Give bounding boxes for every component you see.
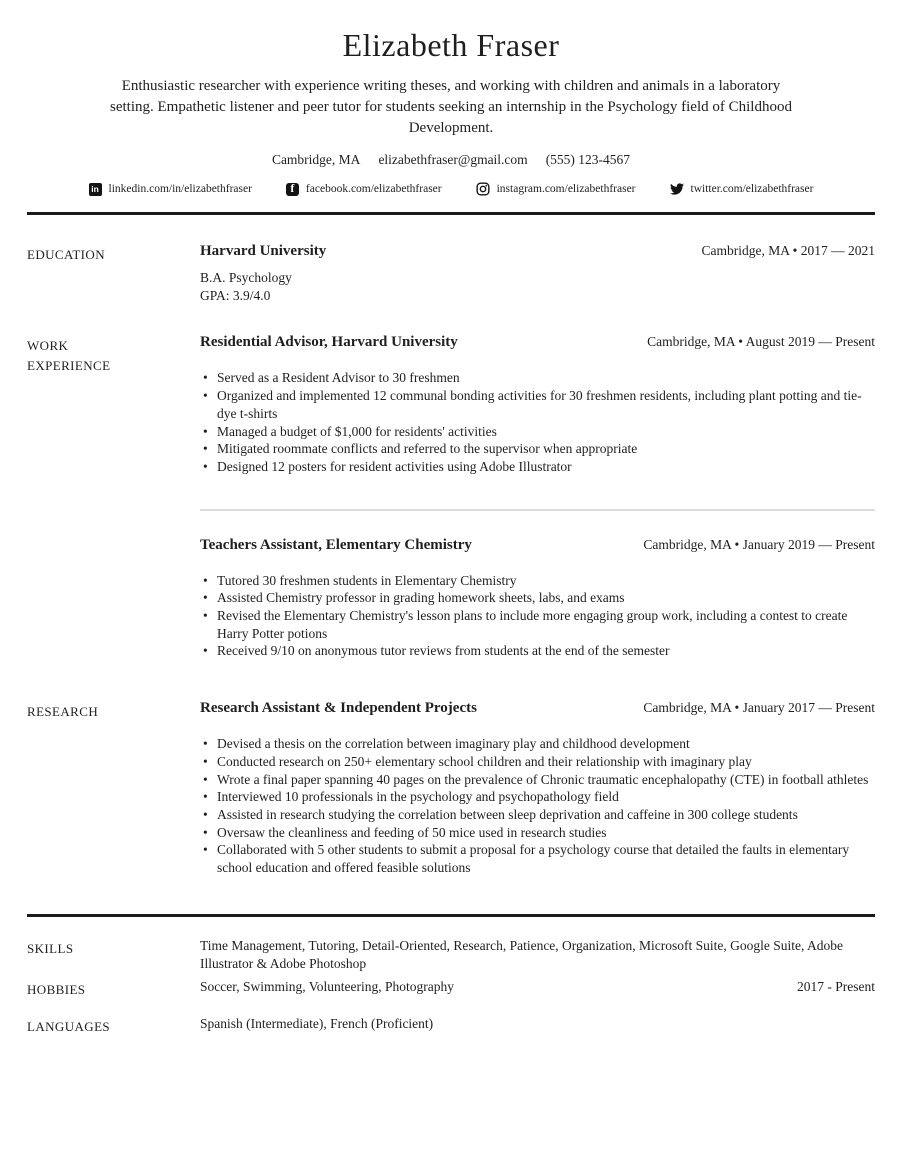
job1-title: Residential Advisor, Harvard University — [200, 334, 458, 351]
job2-title: Teachers Assistant, Elementary Chemistry — [200, 536, 472, 553]
bullet-item: • Assisted Chemistry professor in grading homework sheets, labs, and exams — [200, 589, 875, 607]
facebook-link[interactable] — [286, 183, 442, 196]
hobbies-label: HOBBIES — [27, 981, 86, 997]
education-label: EDUCATION — [27, 247, 105, 263]
job-entry-teachers-assistant — [200, 537, 875, 661]
section-education — [27, 243, 875, 305]
contact-phone: (555) 123-4567 — [545, 152, 631, 168]
contact-email[interactable]: elizabethfraser@gmail.com — [378, 152, 528, 168]
twitter-url: twitter.com/elizabethfraser — [690, 183, 814, 196]
languages-text: Spanish (Intermediate), French (Proficient) — [200, 1015, 434, 1031]
header-divider — [27, 212, 875, 215]
section-skills — [27, 937, 875, 973]
twitter-link[interactable] — [670, 182, 814, 196]
bullet-item: • Conducted research on 250+ elementary school children and their relationship with imaginary play — [200, 753, 875, 771]
bullet-item: • Wrote a final paper spanning 40 pages on the prevalence of Chronic traumatic encephalopathy (CTE) in football athletes — [200, 771, 875, 789]
work-experience-content — [200, 334, 875, 660]
job1-date: Cambridge, MA • August 2019 — Present — [647, 334, 875, 350]
instagram-url: instagram.com/elizabethfraser — [496, 183, 636, 196]
bullet-item: • Devised a thesis on the correlation between imaginary play and childhood development — [200, 735, 875, 753]
job1-bullet-list — [200, 369, 875, 475]
linkedin-link[interactable] — [89, 183, 252, 196]
job2-date: Cambridge, MA • January 2019 — Present — [643, 536, 875, 552]
linkedin-icon: in — [89, 183, 102, 196]
bullet-item: • Oversaw the cleanliness and feeding of 50 mice used in research studies — [200, 824, 875, 842]
education-date: Cambridge, MA • 2017 — 2021 — [701, 243, 875, 259]
school-name: Harvard University — [200, 243, 327, 260]
bullet-item: • Revised the Elementary Chemistry's lesson plans to include more engaging group work, including a contest to create Harry Potter potions — [200, 607, 875, 642]
research-bullet-list — [200, 735, 875, 877]
research-content — [200, 700, 875, 877]
contact-location: Cambridge, MA — [271, 152, 361, 168]
twitter-icon — [670, 182, 684, 196]
languages-label: LANGUAGES — [27, 1018, 111, 1034]
hobbies-date: 2017 - Present — [797, 978, 875, 994]
work-experience-label: WORK EXPERIENCE — [27, 338, 111, 374]
section-work-experience — [27, 334, 875, 660]
bullet-item: • Received 9/10 on anonymous tutor reviews from students at the end of the semester — [200, 642, 875, 660]
bullet-item: • Interviewed 10 professionals in the psychology and psychopathology field — [200, 788, 875, 806]
bullet-item: • Assisted in research studying the correlation between sleep deprivation and caffeine in 300 college students — [200, 806, 875, 824]
research-entry-head — [200, 700, 875, 717]
bullet-item: • Organized and implemented 12 communal bonding activities for 30 freshmen residents, including plant potting and tie-dye t-shirts — [200, 387, 875, 422]
hobbies-row — [200, 978, 875, 996]
bullet-item: • Mitigated roommate conflicts and referred to the supervisor when appropriate — [200, 440, 875, 458]
hobbies-text: Soccer, Swimming, Volunteering, Photography — [200, 978, 454, 994]
summary-text: Enthusiastic researcher with experience writing theses, and working with children and animals in a laboratory setting. Empathetic listener and peer tutor for students seeking an internship in the Psychology field of Childhood Development. — [110, 78, 792, 137]
job-entry-residential-advisor — [200, 334, 875, 475]
job2-bullet-list — [200, 572, 875, 661]
job-divider — [200, 509, 875, 511]
research-title: Research Assistant & Independent Projects — [200, 700, 477, 717]
facebook-icon: f — [286, 183, 299, 196]
degree-line: B.A. Psychology — [200, 270, 292, 286]
contact-row — [27, 152, 875, 168]
section-research — [27, 700, 875, 877]
section-hobbies — [27, 978, 875, 1000]
person-name: Elizabeth Fraser — [342, 27, 560, 63]
education-entry-head — [200, 243, 875, 260]
bullet-item: • Designed 12 posters for resident activities using Adobe Illustrator — [200, 458, 875, 476]
instagram-icon — [476, 182, 490, 196]
education-details — [200, 269, 875, 305]
skills-text: Time Management, Tutoring, Detail-Oriented, Research, Patience, Organization, Microsoft Suite, Google Suite, Adobe Illustrator & Adobe Photoshop — [200, 937, 844, 971]
gpa-line: GPA: 3.9/4.0 — [200, 288, 271, 304]
job1-entry-head — [200, 334, 875, 351]
research-label: RESEARCH — [27, 704, 99, 720]
section-languages — [27, 1015, 875, 1037]
job2-entry-head — [200, 537, 875, 554]
bullet-item: • Managed a budget of $1,000 for residents' activities — [200, 423, 875, 441]
bullet-item: • Served as a Resident Advisor to 30 freshmen — [200, 369, 875, 387]
instagram-link[interactable] — [476, 182, 636, 196]
linkedin-url: linkedin.com/in/elizabethfraser — [108, 183, 252, 196]
skills-label: SKILLS — [27, 940, 74, 956]
resume-header — [27, 26, 875, 196]
education-content — [200, 243, 875, 305]
footer-divider — [27, 914, 875, 917]
research-date: Cambridge, MA • January 2017 — Present — [643, 700, 875, 716]
bullet-item: • Collaborated with 5 other students to submit a proposal for a psychology course that detailed the faults in elementary school education and offered feasible solutions — [200, 841, 875, 876]
facebook-url: facebook.com/elizabethfraser — [305, 183, 442, 196]
social-links-row — [27, 182, 875, 196]
bullet-item: • Tutored 30 freshmen students in Elementary Chemistry — [200, 572, 875, 590]
